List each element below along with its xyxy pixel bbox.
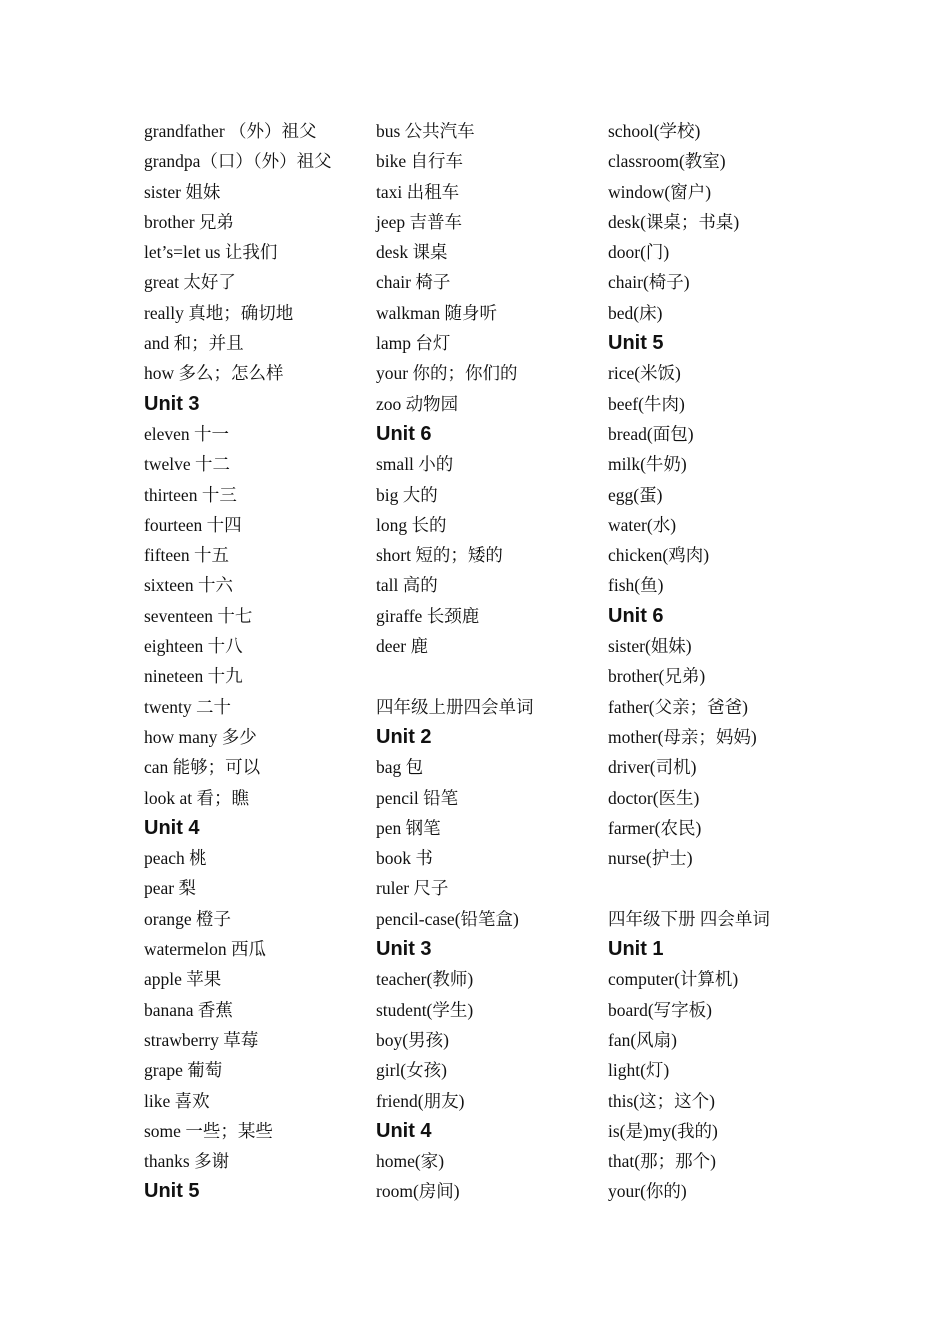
vocab-entry: eighteen 十八: [144, 636, 243, 657]
vocab-entry: look at 看；瞧: [144, 787, 249, 808]
unit-heading: Unit 5: [608, 332, 664, 355]
vocab-entry: egg(蛋): [608, 484, 663, 505]
vocab-entry: pear 梨: [144, 878, 196, 899]
vocab-entry: door(门): [608, 242, 670, 263]
vocab-entry: how 多么；怎么样: [144, 363, 284, 384]
unit-heading: Unit 4: [144, 816, 200, 839]
vocab-entry: 四年级上册四会单词: [376, 696, 534, 717]
vocab-entry: window(窗户): [608, 181, 712, 202]
vocab-entry: nineteen 十九: [144, 666, 243, 687]
vocab-entry: bus 公共汽车: [376, 121, 475, 141]
vocab-entry: desk 课桌: [376, 242, 448, 263]
vocab-entry: banana 香蕉: [144, 999, 233, 1020]
vocab-entry: boy(男孩): [376, 1029, 449, 1050]
unit-heading: Unit 2: [376, 725, 432, 748]
vocab-entry: pencil-case(铅笔盒): [376, 908, 519, 929]
vocab-entry: really 真地；确切地: [144, 302, 294, 323]
vocab-entry: bread(面包): [608, 423, 694, 444]
vocab-entry: board(写字板): [608, 999, 713, 1020]
vocab-entry: big 大的: [376, 484, 438, 505]
vocab-entry: zoo 动物园: [376, 393, 459, 414]
vocab-entry: jeep 吉普车: [376, 211, 463, 232]
vocab-entry: great 太好了: [144, 272, 236, 293]
vocab-entry: room(房间): [376, 1181, 460, 1202]
vocab-entry: sister 姐妹: [144, 181, 221, 202]
vocab-entry: bag 包: [376, 757, 424, 778]
vocab-entry: rice(米饭): [608, 363, 681, 384]
vocab-entry: eleven 十一: [144, 423, 230, 444]
unit-heading: Unit 5: [144, 1180, 200, 1203]
vocab-entry: watermelon 西瓜: [144, 939, 266, 960]
vocab-entry: deer 鹿: [376, 636, 428, 657]
vocab-entry: strawberry 草莓: [144, 1029, 259, 1050]
vocab-entry: mother(母亲；妈妈): [608, 726, 757, 747]
vocab-entry: farmer(农民): [608, 817, 702, 838]
vocab-entry: sister(姐妹): [608, 636, 692, 657]
vocab-entry: milk(牛奶): [608, 454, 687, 475]
vocab-entry: that(那；那个): [608, 1151, 716, 1172]
vocab-entry: bike 自行车: [376, 151, 464, 172]
vocab-entry: ruler 尺子: [376, 878, 449, 899]
vocab-entry: long 长的: [376, 514, 447, 535]
vocab-entry: peach 桃: [144, 848, 207, 869]
vocab-entry: taxi 出租车: [376, 181, 460, 202]
vocab-entry: friend(朋友): [376, 1090, 465, 1111]
vocab-entry: nurse(护士): [608, 848, 693, 869]
unit-heading: Unit 1: [608, 938, 664, 961]
vocab-entry: short 短的；矮的: [376, 545, 503, 566]
vocab-entry: computer(计算机): [608, 969, 739, 990]
vocab-column-1: [144, 116, 376, 1207]
vocab-column-3: [608, 116, 840, 1207]
vocab-entry: light(灯): [608, 1060, 670, 1081]
vocab-entry: chicken(鸡肉): [608, 545, 710, 566]
vocab-entry: twelve 十二: [144, 454, 231, 475]
vocab-entry: desk(课桌；书桌): [608, 211, 740, 232]
vocab-entry: driver(司机): [608, 757, 697, 778]
vocab-entry: home(家): [376, 1151, 445, 1172]
vocab-entry: doctor(医生): [608, 787, 700, 808]
vocab-entry: brother 兄弟: [144, 211, 234, 232]
vocab-entry: your(你的): [608, 1181, 687, 1202]
vocab-entry: pencil 铅笔: [376, 787, 459, 808]
vocab-entry: twenty 二十: [144, 696, 232, 717]
vocab-entry: chair 椅子: [376, 272, 451, 293]
vocab-entry: and 和；并且: [144, 333, 244, 354]
vocab-entry: fourteen 十四: [144, 514, 242, 535]
vocab-entry: brother(兄弟): [608, 666, 706, 687]
vocab-entry: 四年级下册 四会单词: [608, 908, 770, 929]
vocab-entry: lamp 台灯: [376, 333, 451, 354]
vocab-entry: book 书: [376, 848, 433, 869]
unit-heading: Unit 3: [144, 392, 200, 415]
vocab-column-2: [376, 116, 608, 1207]
vocab-entry: tall 高的: [376, 575, 438, 596]
vocab-entry: pen 钢笔: [376, 817, 441, 838]
vocab-entry: this(这；这个): [608, 1090, 715, 1111]
vocab-entry: orange 橙子: [144, 908, 231, 929]
vocab-entry: grandfather （外）祖父: [144, 121, 317, 141]
vocab-entry: chair(椅子): [608, 272, 690, 293]
vocab-entry: sixteen 十六: [144, 575, 233, 596]
vocab-entry: giraffe 长颈鹿: [376, 605, 480, 626]
vocab-entry: let’s=let us 让我们: [144, 242, 278, 263]
unit-heading: Unit 6: [608, 604, 664, 627]
unit-heading: Unit 3: [376, 938, 432, 961]
vocab-entry: can 能够；可以: [144, 757, 261, 778]
unit-heading: Unit 4: [376, 1119, 432, 1142]
vocab-entry: bed(床): [608, 302, 663, 323]
vocab-entry: thanks 多谢: [144, 1151, 230, 1172]
vocab-entry: walkman 随身听: [376, 302, 498, 323]
vocab-entry: fifteen 十五: [144, 545, 230, 566]
vocab-entry: girl(女孩): [376, 1060, 447, 1081]
vocab-entry: thirteen 十三: [144, 484, 237, 505]
vocab-entry: beef(牛肉): [608, 393, 685, 414]
spacer: [376, 661, 608, 691]
spacer: [608, 873, 840, 903]
vocab-entry: student(学生): [376, 999, 474, 1020]
vocab-entry: grape 葡萄: [144, 1060, 223, 1081]
vocab-entry: apple 苹果: [144, 969, 222, 990]
vocab-entry: is(是)my(我的): [608, 1120, 718, 1141]
vocab-entry: some 一些；某些: [144, 1120, 273, 1141]
vocab-entry: school(学校): [608, 121, 701, 141]
vocab-entry: father(父亲；爸爸): [608, 696, 748, 717]
vocab-entry: classroom(教室): [608, 151, 726, 172]
vocab-entry: your 你的；你们的: [376, 363, 518, 384]
vocab-entry: seventeen 十七: [144, 605, 253, 626]
vocab-entry: water(水): [608, 514, 677, 535]
unit-heading: Unit 6: [376, 422, 432, 445]
vocab-entry: teacher(教师): [376, 969, 474, 990]
vocab-entry: like 喜欢: [144, 1090, 210, 1111]
vocab-entry: small 小的: [376, 454, 454, 475]
vocab-entry: fan(风扇): [608, 1029, 678, 1050]
vocab-entry: fish(鱼): [608, 575, 664, 596]
vocab-entry: grandpa（口）（外）祖父: [144, 151, 332, 172]
vocab-entry: how many 多少: [144, 726, 257, 747]
